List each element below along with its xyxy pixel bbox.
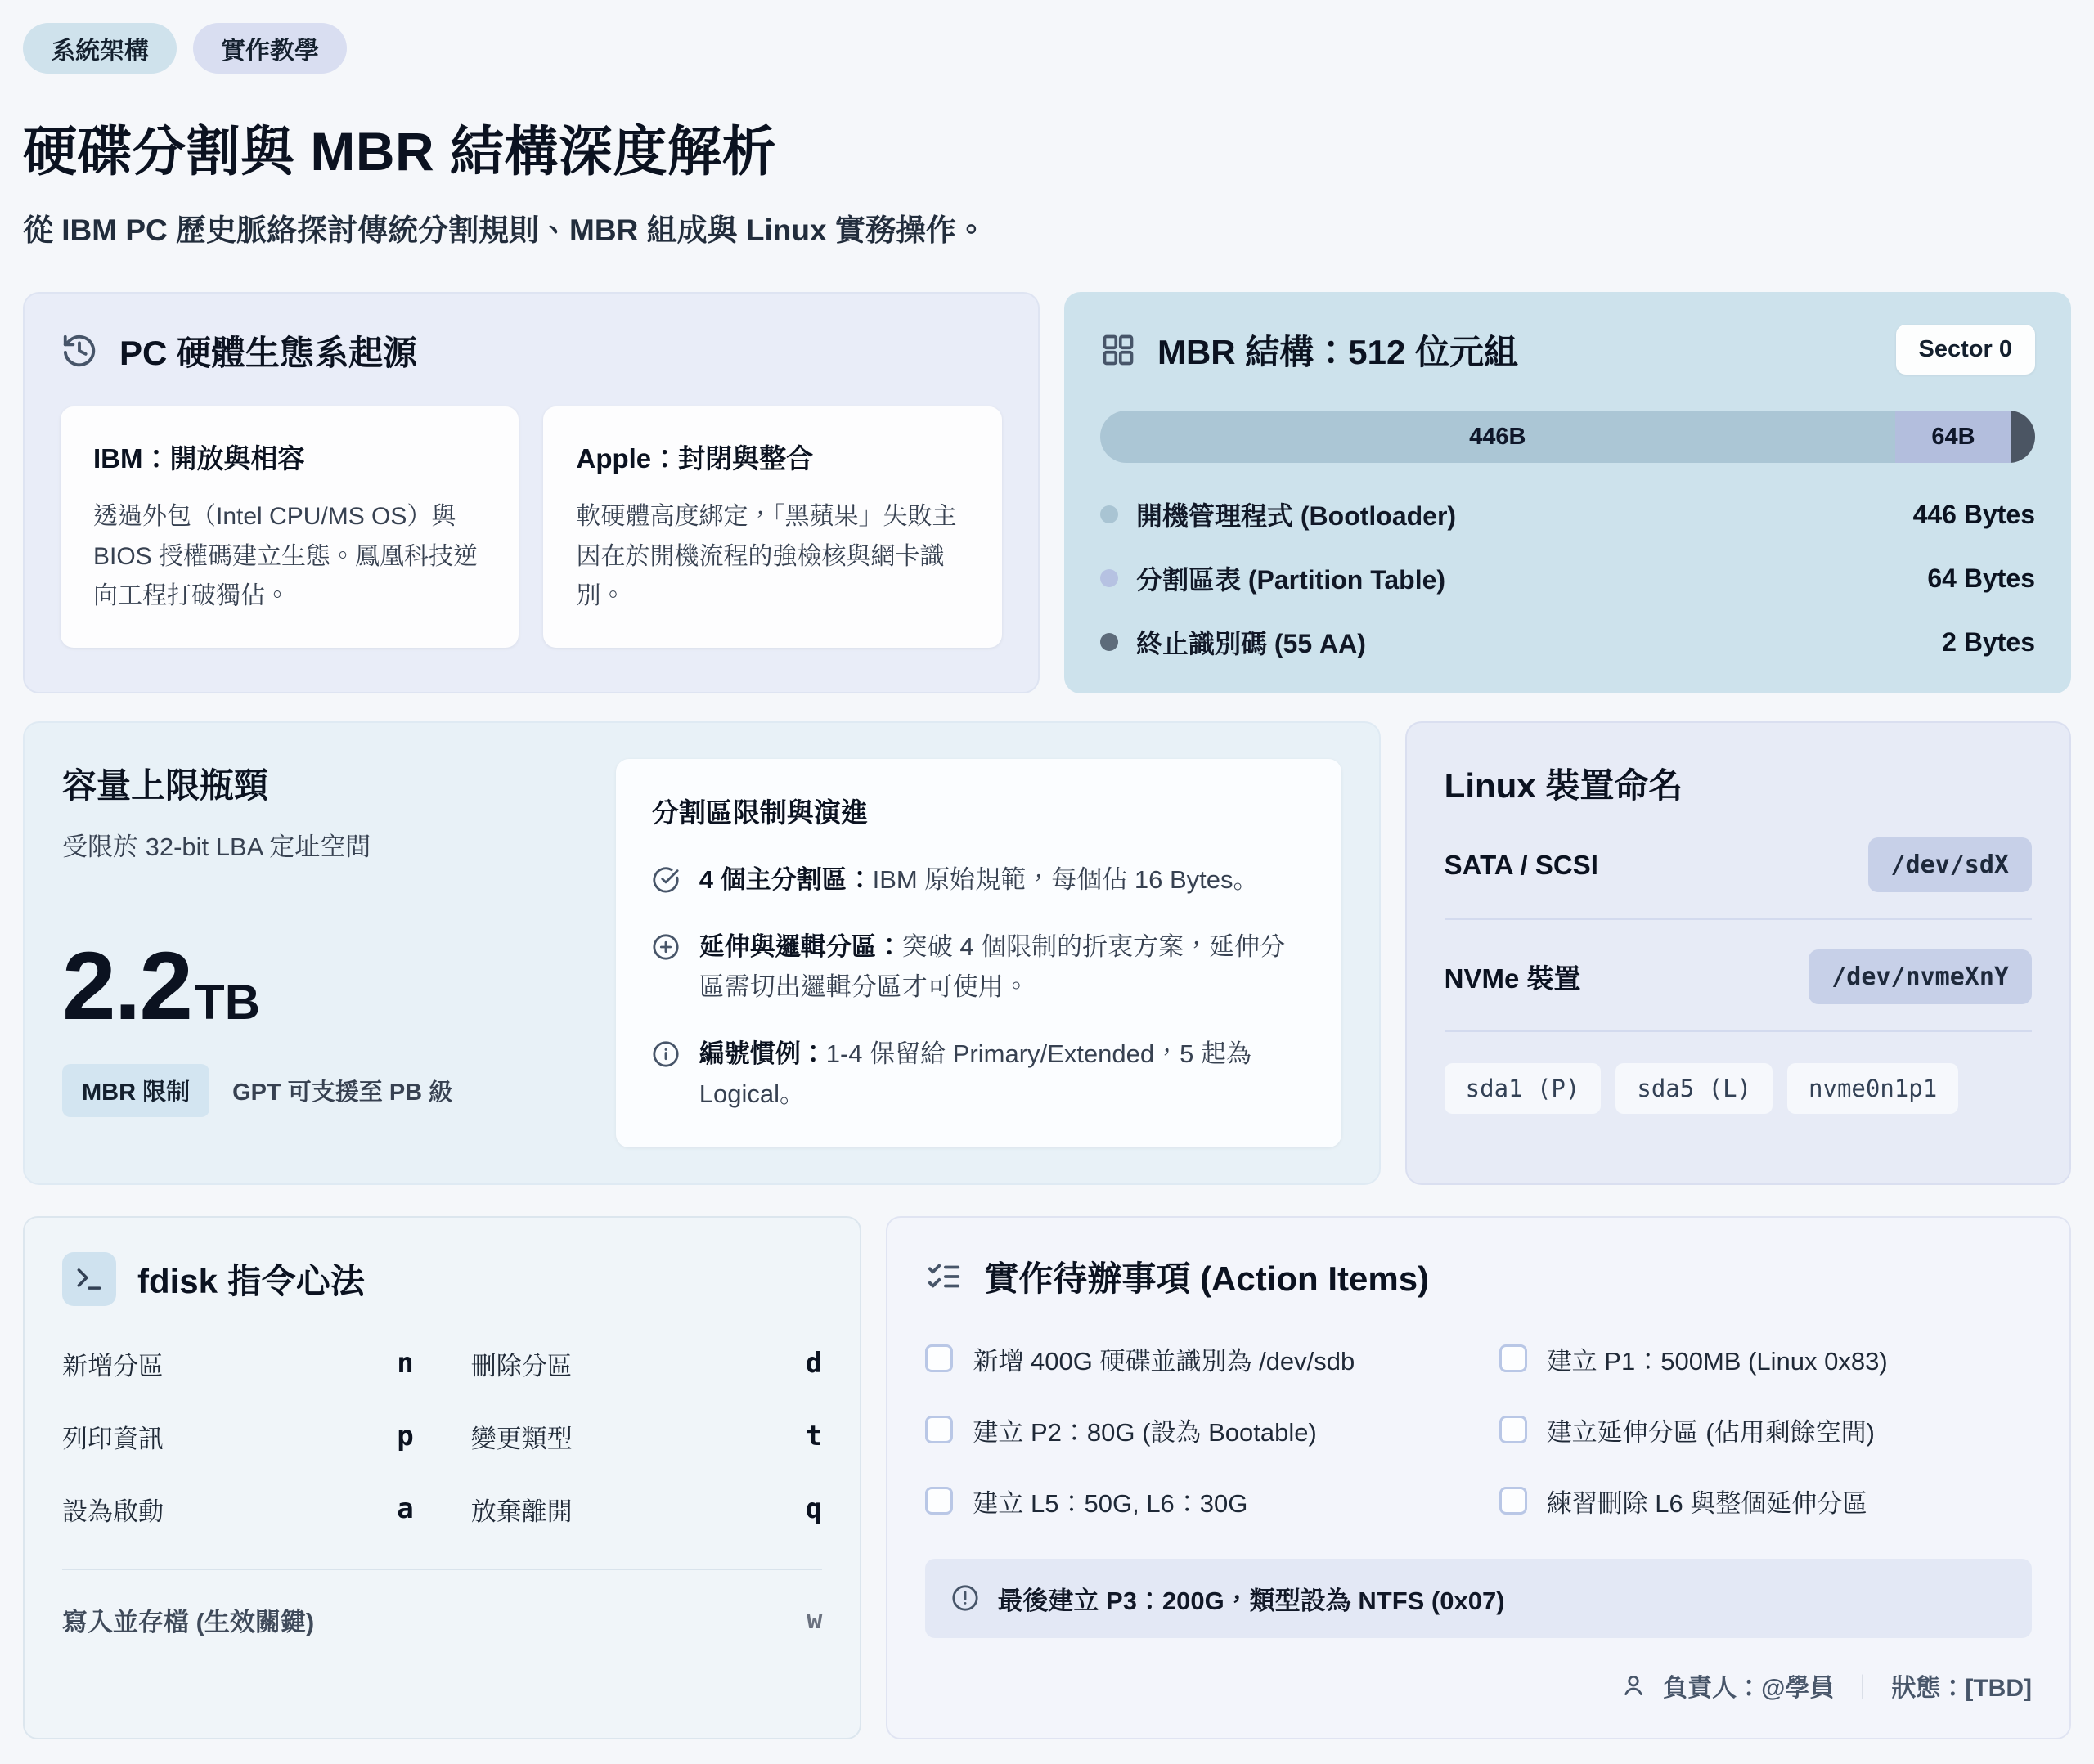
- todo-label: 新增 400G 硬碟並識別為 /dev/sdb: [973, 1346, 1355, 1376]
- evolution-item: [652, 860, 1305, 900]
- evolution-item-strong: 延伸與邏輯分區：: [699, 931, 902, 961]
- terminal-icon: [62, 1252, 116, 1306]
- fdisk-command-label: 新增分區: [62, 1351, 164, 1380]
- evolution-item-strong: 編號慣例：: [699, 1039, 826, 1068]
- todo-checkbox[interactable]: [1499, 1416, 1527, 1443]
- fdisk-write-key: w: [807, 1604, 823, 1636]
- todo-item: [925, 1412, 1458, 1448]
- status-text: 狀態：[TBD]: [1891, 1674, 2032, 1702]
- mbr-legend: [1100, 496, 2035, 661]
- gpt-note: GPT 可支援至 PB 級: [232, 1079, 453, 1106]
- sector-badge: Sector 0: [1896, 325, 2035, 375]
- tag-badge-tutorial: 實作教學: [193, 23, 347, 74]
- todo-grid: [925, 1340, 2032, 1519]
- partition-chip: sda5 (L): [1615, 1063, 1773, 1114]
- todo-checkbox[interactable]: [1499, 1344, 1527, 1372]
- mbr-legend-row: [1100, 559, 2035, 597]
- alert-circle-icon: [951, 1584, 979, 1612]
- mbr-row-value: 446 Bytes: [1912, 499, 2035, 529]
- ecosystem-card-title: PC 硬體生態系起源: [119, 334, 418, 372]
- fdisk-command-key: p: [397, 1420, 414, 1453]
- capacity-card: [23, 721, 1381, 1185]
- mbr-row-label: 開機管理程式 (Bootloader): [1135, 501, 1457, 531]
- tag-badges: [23, 23, 2071, 74]
- tag-badge-architecture: 系統架構: [23, 23, 177, 74]
- capacity-big-value: [62, 932, 578, 1040]
- action-items-card: [886, 1216, 2071, 1739]
- device-path-chip: /dev/sdX: [1868, 837, 2033, 892]
- fdisk-command-key: t: [805, 1420, 823, 1453]
- fdisk-command-label: 列印資訊: [62, 1424, 164, 1453]
- evolution-item-text: [699, 927, 1305, 1008]
- divider: [1445, 1030, 2032, 1032]
- fdisk-command: [471, 1418, 823, 1455]
- evolution-item-body: 突破 4 個限制的折衷方案，延伸分區需切出邏輯分區才可使用。: [699, 931, 1286, 1002]
- history-icon: [61, 332, 98, 370]
- evolution-item: [652, 1034, 1305, 1115]
- fdisk-card-title: fdisk 指令心法: [137, 1261, 365, 1300]
- fdisk-command-label: 刪除分區: [470, 1351, 573, 1380]
- fdisk-command-label: 設為啟動: [62, 1497, 164, 1526]
- user-icon: [1620, 1672, 1647, 1699]
- action-items-footer: [925, 1638, 2032, 1703]
- fdisk-card-header: [62, 1252, 822, 1306]
- naming-row-label: SATA / SCSI: [1444, 849, 1598, 880]
- todo-item: [1499, 1340, 2032, 1377]
- todo-item: [1499, 1412, 2032, 1448]
- page-title: 硬碟分割與 MBR 結構深度解析: [23, 121, 776, 182]
- partition-table-dot: [1100, 569, 1118, 587]
- fdisk-command: [62, 1491, 414, 1528]
- mbr-limit-badge: MBR 限制: [62, 1064, 209, 1117]
- ecosystem-card-header: [61, 326, 1002, 375]
- footer-separator: ｜: [1850, 1674, 1876, 1702]
- fdisk-command-label: 放棄離開: [470, 1497, 573, 1526]
- partition-evolution-card: [616, 759, 1341, 1147]
- mbr-row-value: 64 Bytes: [1927, 563, 2035, 593]
- evolution-item: [652, 927, 1305, 1008]
- todo-label: 建立 P1：500MB (Linux 0x83): [1546, 1346, 1888, 1376]
- fdisk-write-label: 寫入並存檔 (生效關鍵): [62, 1607, 315, 1636]
- fdisk-command: [471, 1345, 823, 1382]
- capacity-number: 2.2: [62, 932, 192, 1040]
- capacity-badges: [62, 1064, 578, 1117]
- ecosystem-card: [23, 292, 1040, 693]
- todo-checkbox[interactable]: [925, 1487, 953, 1515]
- fdisk-command: [62, 1418, 414, 1455]
- todo-label: 練習刪除 L6 與整個延伸分區: [1546, 1488, 1868, 1518]
- fdisk-write-row: [62, 1601, 822, 1638]
- ecosystem-item-body: 軟硬體高度綁定，「黑蘋果」失敗主因在於開機流程的強檢核與網卡識別。: [576, 503, 957, 610]
- divider: [62, 1569, 822, 1570]
- signature-segment: [2011, 411, 2035, 463]
- todo-item: [925, 1483, 1458, 1519]
- capacity-unit: TB: [195, 975, 261, 1030]
- linux-naming-title: Linux 裝置命名: [1444, 766, 1683, 805]
- info-circle-icon: [652, 1040, 680, 1115]
- ecosystem-item-title: IBM：開放與相容: [93, 443, 305, 474]
- fdisk-command-key: a: [397, 1492, 414, 1526]
- ecosystem-item-body: 透過外包（Intel CPU/MS OS）與 BIOS 授權碼建立生態。鳳凰科技逆向工程打破獨佔。: [93, 503, 479, 610]
- mbr-legend-row: [1100, 496, 2035, 533]
- todo-item: [925, 1340, 1458, 1377]
- todo-checkbox[interactable]: [1499, 1487, 1527, 1515]
- evolution-item-body: 1-4 保留給 Primary/Extended，5 起為 Logical。: [699, 1039, 1251, 1109]
- todo-label: 建立 P2：80G (設為 Bootable): [973, 1417, 1317, 1447]
- action-items-header: [925, 1252, 2032, 1301]
- todo-checkbox[interactable]: [925, 1344, 953, 1372]
- list-checks-icon: [925, 1258, 963, 1295]
- mbr-card: [1064, 292, 2071, 693]
- fdisk-command-key: n: [397, 1347, 414, 1380]
- bootloader-dot: [1100, 505, 1118, 523]
- owner-text: 負責人：@學員: [1663, 1674, 1835, 1702]
- partition-evolution-title: 分割區限制與演進: [651, 797, 868, 828]
- fdisk-command-key: d: [805, 1347, 823, 1380]
- evolution-item-text: [699, 860, 1259, 900]
- final-step-note: [925, 1559, 2032, 1638]
- check-circle-icon: [652, 866, 680, 900]
- layout-grid-icon: [1100, 332, 1136, 368]
- fdisk-card: [23, 1216, 861, 1739]
- row-bottom: [23, 1216, 2071, 1739]
- mbr-legend-row: [1100, 623, 2035, 661]
- mbr-card-header: [1100, 325, 2035, 375]
- mbr-byte-bar: [1100, 411, 2035, 463]
- naming-row-label: NVMe 裝置: [1444, 963, 1581, 994]
- partition-table-segment: 64B: [1895, 411, 2012, 463]
- evolution-item-text: [699, 1034, 1305, 1115]
- page-subtitle: 從 IBM PC 歷史脈絡探討傳統分割規則、MBR 組成與 Linux 實務操作。: [23, 213, 986, 247]
- capacity-subtitle: 受限於 32-bit LBA 定址空間: [62, 833, 371, 861]
- ecosystem-item-title: Apple：封閉與整合: [576, 443, 814, 474]
- bootloader-segment: 446B: [1100, 411, 1895, 463]
- row-middle: [23, 721, 2071, 1185]
- mbr-card-title-group: [1100, 325, 1518, 375]
- fdisk-command: [471, 1491, 823, 1528]
- fdisk-command-label: 變更類型: [470, 1424, 573, 1453]
- capacity-left-column: [62, 759, 578, 1147]
- device-path-chip: /dev/nvmeXnY: [1809, 949, 2032, 1004]
- partition-chip: sda1 (P): [1445, 1063, 1602, 1114]
- mbr-card-title: MBR 結構：512 位元組: [1157, 332, 1519, 371]
- action-items-title: 實作待辦事項 (Action Items): [984, 1259, 1430, 1298]
- signature-dot: [1100, 633, 1118, 651]
- todo-label: 建立延伸分區 (佔用剩餘空間): [1546, 1417, 1875, 1447]
- ecosystem-item-ibm: [61, 406, 519, 648]
- ecosystem-item-apple: [543, 406, 1002, 648]
- naming-row-nvme: [1445, 949, 2032, 1004]
- plus-circle-icon: [652, 933, 680, 1008]
- capacity-title: 容量上限瓶頸: [62, 766, 269, 805]
- naming-row-sata: [1445, 837, 2032, 892]
- row-top: [23, 292, 2071, 693]
- todo-item: [1499, 1483, 2032, 1519]
- mbr-row-value: 2 Bytes: [1942, 626, 2035, 657]
- fdisk-command-key: q: [805, 1492, 823, 1526]
- fdisk-command: [62, 1345, 414, 1382]
- partition-chip: nvme0n1p1: [1787, 1063, 1958, 1114]
- ecosystem-grid: [61, 406, 1002, 648]
- todo-checkbox[interactable]: [925, 1416, 953, 1443]
- divider: [1445, 918, 2032, 920]
- fdisk-command-grid: [62, 1345, 822, 1528]
- partition-example-chips: [1445, 1063, 2032, 1114]
- mbr-row-label: 分割區表 (Partition Table): [1135, 565, 1446, 595]
- mbr-row-label: 終止識別碼 (55 AA): [1135, 629, 1366, 658]
- todo-label: 建立 L5：50G, L6：30G: [973, 1488, 1248, 1518]
- partition-evolution-list: [652, 860, 1305, 1115]
- evolution-item-strong: 4 個主分割區：: [699, 865, 873, 894]
- linux-naming-card: [1405, 721, 2071, 1185]
- final-step-text: 最後建立 P3：200G，類型設為 NTFS (0x07): [997, 1586, 1505, 1615]
- evolution-item-body: IBM 原始規範，每個佔 16 Bytes。: [872, 865, 1259, 894]
